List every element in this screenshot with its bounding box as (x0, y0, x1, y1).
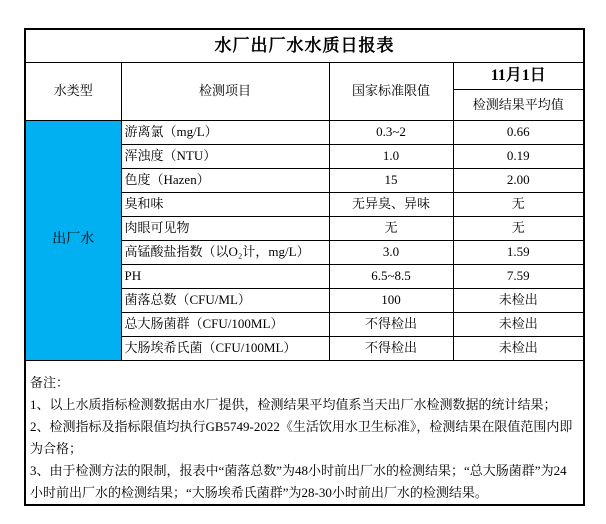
cell-result: 无 (453, 216, 584, 240)
cell-result: 2.00 (453, 168, 584, 192)
col-header-item: 检测项目 (121, 62, 329, 120)
report-title: 水厂出厂水水质日报表 (25, 29, 584, 62)
cell-result: 未检出 (453, 288, 584, 312)
cell-result: 1.59 (453, 240, 584, 264)
cell-item: 高锰酸盐指数（以O₂计，mg/L） (121, 240, 329, 264)
cell-limit: 0.3~2 (329, 120, 453, 144)
cell-limit: 3.0 (329, 240, 453, 264)
table-row (25, 120, 584, 144)
report-date: 11月1日 (453, 62, 584, 89)
cell-limit: 6.5~8.5 (329, 264, 453, 288)
cell-item: 臭和味 (121, 192, 329, 216)
cell-item: 总大肠菌群（CFU/100ML） (121, 312, 329, 336)
cell-limit: 15 (329, 168, 453, 192)
cell-item: 浑浊度（NTU） (121, 144, 329, 168)
water-type-merged-cell: 出厂水 (25, 120, 121, 360)
cell-limit: 1.0 (329, 144, 453, 168)
cell-result: 未检出 (453, 336, 584, 360)
col-header-standard-limit: 国家标准限值 (329, 62, 453, 120)
cell-limit: 不得检出 (329, 312, 453, 336)
cell-limit: 不得检出 (329, 336, 453, 360)
cell-limit: 100 (329, 288, 453, 312)
cell-result: 0.19 (453, 144, 584, 168)
cell-item: 色度（Hazen） (121, 168, 329, 192)
col-header-result-avg: 检测结果平均值 (453, 89, 584, 120)
water-quality-report-table (24, 28, 585, 506)
cell-item: 菌落总数（CFU/ML） (121, 288, 329, 312)
cell-result: 无 (453, 192, 584, 216)
cell-result: 7.59 (453, 264, 584, 288)
cell-item: 大肠埃希氏菌（CFU/100ML） (121, 336, 329, 360)
col-header-water-type: 水类型 (25, 62, 121, 120)
cell-item: 游离氯（mg/L） (121, 120, 329, 144)
report-sheet (24, 28, 585, 506)
cell-result: 未检出 (453, 312, 584, 336)
note-line-1: 1、以上水质指标检测数据由水厂提供，检测结果平均值系当天出厂水检测数据的统计结果； (30, 396, 557, 412)
notes-cell (25, 360, 584, 505)
cell-item: PH (121, 264, 329, 288)
note-line-3: 3、由于检测方法的限制，报表中“菌落总数”为48小时前出厂水的检测结果；“总大肠菌群”为24小时前出厂水的检测结果；“大肠埃希氏菌群”为28-30小时前出厂水的检测结果。 (30, 462, 567, 500)
cell-limit: 无 (329, 216, 453, 240)
cell-item: 肉眼可见物 (121, 216, 329, 240)
cell-limit: 无异臭、异味 (329, 192, 453, 216)
notes-label: 备注： (30, 374, 70, 390)
note-line-2: 2、检测指标及指标限值均执行GB5749-2022《生活饮用水卫生标准》，检测结果在限值范围内即为合格； (30, 418, 573, 456)
cell-result: 0.66 (453, 120, 584, 144)
